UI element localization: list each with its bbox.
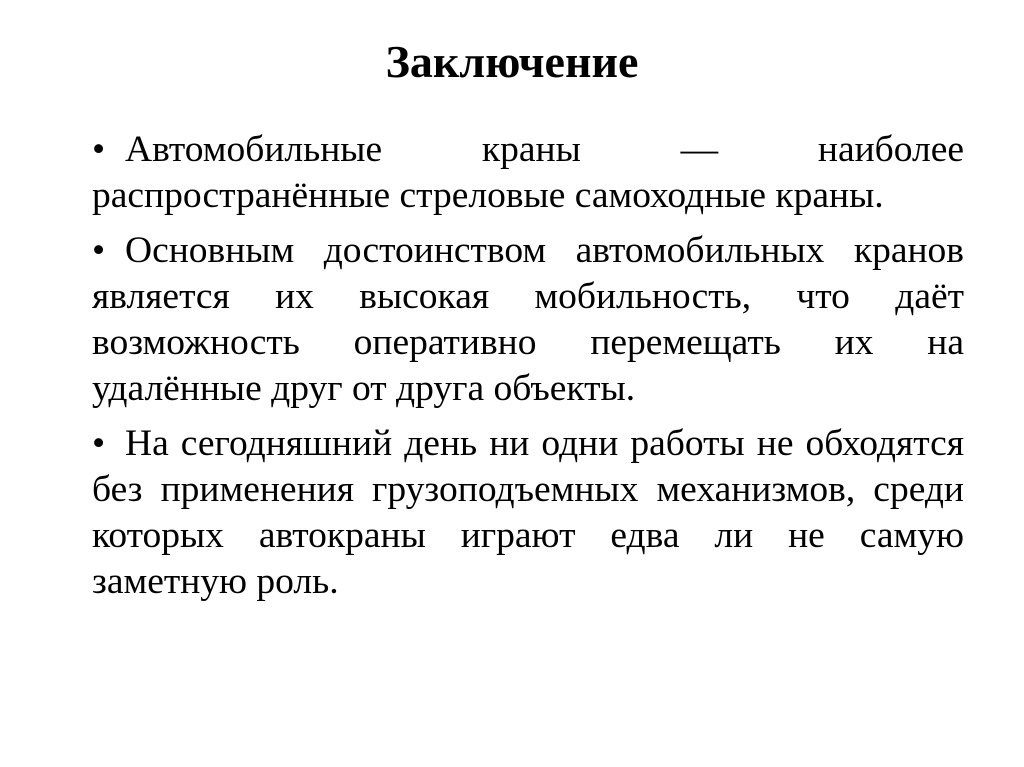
bullet-list [92, 127, 964, 614]
bullet-marker: • [92, 423, 106, 464]
bullet-marker: • [92, 129, 106, 170]
bullet-text: На сегодняшний день ни одни работы не обходятся без применения грузоподъемных механизмов, среди которых автокраны играют едва ли не самую заметную роль. [92, 423, 964, 602]
bullet-text: Автомобильные краны — наиболее распространённые стреловые самоходные краны. [92, 129, 964, 216]
bullet-item-2 [92, 228, 964, 412]
bullet-text: Основным достоинством автомобильных кранов является их высокая мобильность, что даёт возможность оперативно перемещать их на удалённые друг от друга объекты. [92, 230, 964, 409]
slide-title: Заключение [385, 36, 639, 87]
bullet-item-3 [92, 421, 964, 605]
bullet-item-1 [92, 127, 964, 219]
bullet-marker: • [92, 230, 106, 271]
